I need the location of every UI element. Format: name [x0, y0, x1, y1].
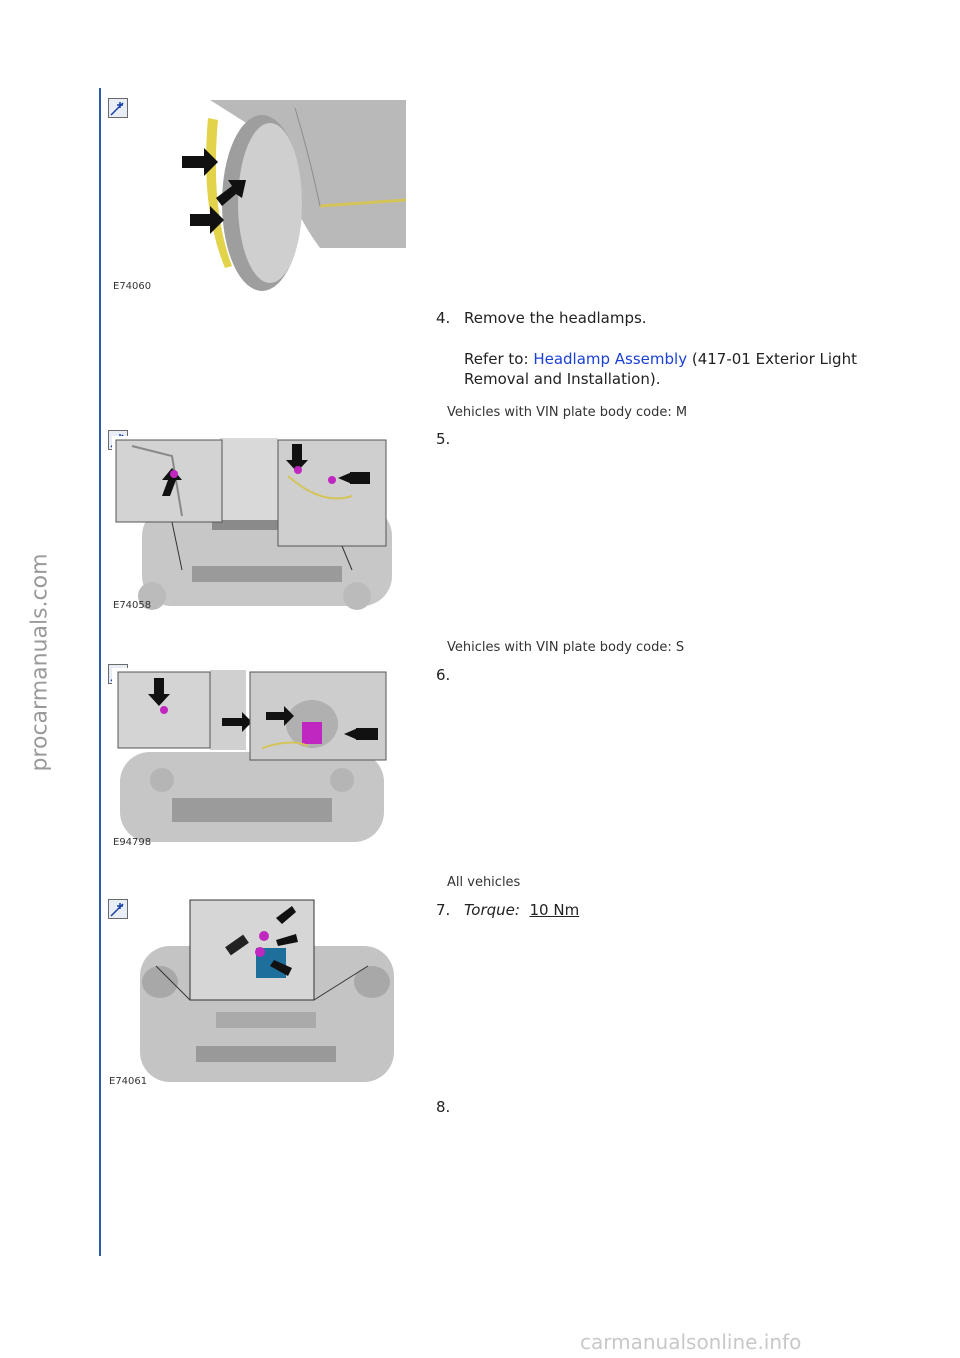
step-number: 8.: [436, 1098, 451, 1116]
magnify-plus-icon: [109, 900, 127, 918]
step-number: 5.: [436, 430, 451, 448]
step-7: [436, 901, 579, 919]
step-6: [436, 666, 464, 684]
reference-suffix: (417-01 Exterior Light: [687, 350, 857, 368]
condition-all-vehicles: All vehicles: [447, 875, 521, 890]
side-watermark: procarmanuals.com: [27, 553, 53, 772]
step-5: [436, 430, 464, 448]
figure-front-bumper-m: [112, 436, 394, 612]
figure-front-bumper-s: [112, 668, 392, 844]
step-8: [436, 1098, 464, 1116]
step-number: 6.: [436, 666, 451, 684]
footer-watermark: carmanualsonline.info: [580, 1330, 802, 1354]
step-number: 4.: [436, 309, 451, 327]
magnify-plus-icon: [109, 99, 127, 117]
condition-body-code-m: Vehicles with VIN plate body code: M: [447, 405, 688, 420]
figure-code: E74060: [113, 281, 152, 292]
step-4-reference: [464, 349, 857, 389]
figure-code: E94798: [113, 837, 152, 848]
figure-wheel-arch: [170, 98, 406, 294]
zoom-icon[interactable]: [108, 899, 128, 919]
bumper-s-illustration: [112, 668, 392, 844]
front-view-illustration: [136, 896, 398, 1086]
step-text: Remove the headlamps.: [464, 309, 647, 327]
headlamp-assembly-link[interactable]: Headlamp Assembly: [533, 350, 688, 368]
torque-value: 10 Nm: [529, 901, 580, 919]
bumper-m-illustration: [112, 436, 394, 612]
torque-label: Torque:: [464, 901, 520, 919]
figure-front-view: [136, 896, 398, 1086]
figure-code: E74061: [109, 1076, 148, 1087]
step-4: [436, 309, 647, 327]
wheel-arch-illustration: [170, 98, 406, 294]
reference-prefix: Refer to:: [464, 350, 534, 368]
step-number: 7.: [436, 901, 451, 919]
condition-body-code-s: Vehicles with VIN plate body code: S: [447, 640, 685, 655]
reference-line2: Removal and Installation).: [464, 370, 661, 388]
margin-rule: [99, 88, 101, 1256]
zoom-icon[interactable]: [108, 98, 128, 118]
figure-code: E74058: [113, 600, 152, 611]
